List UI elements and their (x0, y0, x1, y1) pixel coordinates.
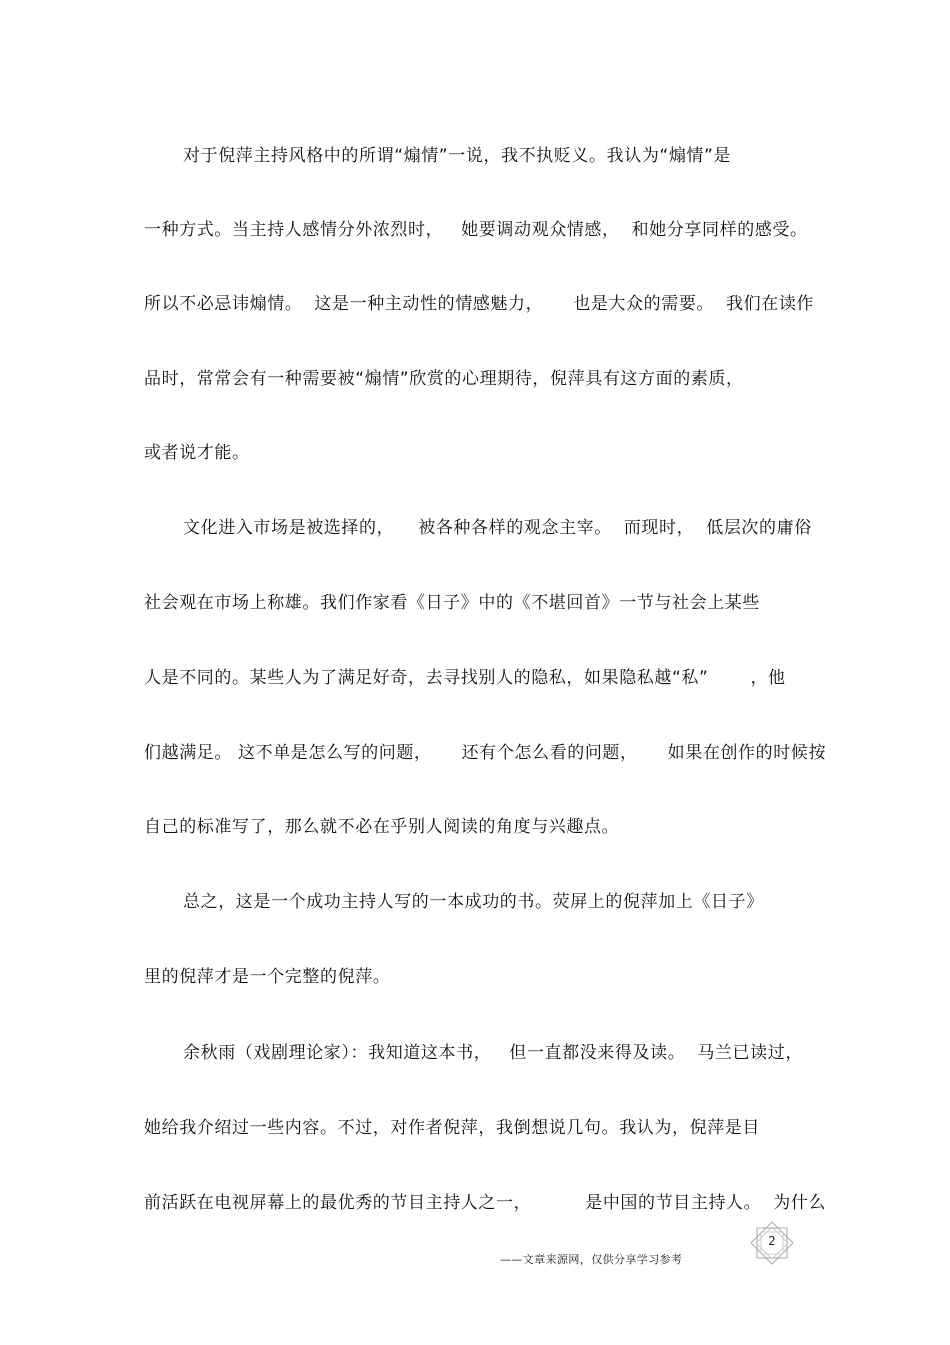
page-number-badge (748, 1221, 796, 1265)
text-line: 文化进入市场是被选择的， 被各种各样的观念主宰。 而现时， 低层次的庸俗 (183, 518, 812, 538)
text-line: 人是不同的。某些人为了满足好奇，去寻找别人的隐私，如果隐私越“私” ，他 (144, 668, 786, 688)
text-line: 品时，常常会有一种需要被“煽情”欣赏的心理期待，倪萍具有这方面的素质， (144, 369, 744, 389)
text-line: 或者说才能。 (144, 443, 250, 463)
page-number: 2 (768, 1234, 776, 1248)
text-line: 所以不必忌讳煽情。 这是一种主动性的情感魅力， 也是大众的需要。 我们在读作 (144, 294, 815, 314)
text-line: 她给我介绍过一些内容。不过，对作者倪萍，我倒想说几句。我认为，倪萍是目 (144, 1118, 760, 1138)
text-line: 社会观在市场上称雄。我们作家看《日子》中的《不堪回首》一节与社会上某些 (144, 593, 760, 613)
text-line: 前活跃在电视屏幕上的最优秀的节目主持人之一， 是中国的节目主持人。 为什么 (144, 1193, 827, 1213)
text-line: 对于倪萍主持风格中的所谓“煽情”一说，我不执贬义。我认为“煽情”是 (183, 146, 732, 166)
text-line: 里的倪萍才是一个完整的倪萍。 (144, 967, 391, 987)
text-line: 们越满足。 这不单是怎么写的问题， 还有个怎么看的问题， 如果在创作的时候按 (144, 743, 827, 763)
text-line: 总之，这是一个成功主持人写的一本成功的书。荧屏上的倪萍加上《日子》 (183, 892, 764, 912)
text-line: 自己的标准写了，那么就不必在乎别人阅读的角度与兴趣点。 (144, 817, 620, 837)
text-line: 一种方式。当主持人感情分外浓烈时， 她要调动观众情感， 和她分享同样的感受。 (144, 220, 808, 240)
text-line: 余秋雨（戏剧理论家）：我知道这本书， 但一直都没来得及读。 马兰已读过， (183, 1043, 803, 1063)
source-note: ——文章来源网，仅供分享学习参考 (500, 1253, 683, 1266)
